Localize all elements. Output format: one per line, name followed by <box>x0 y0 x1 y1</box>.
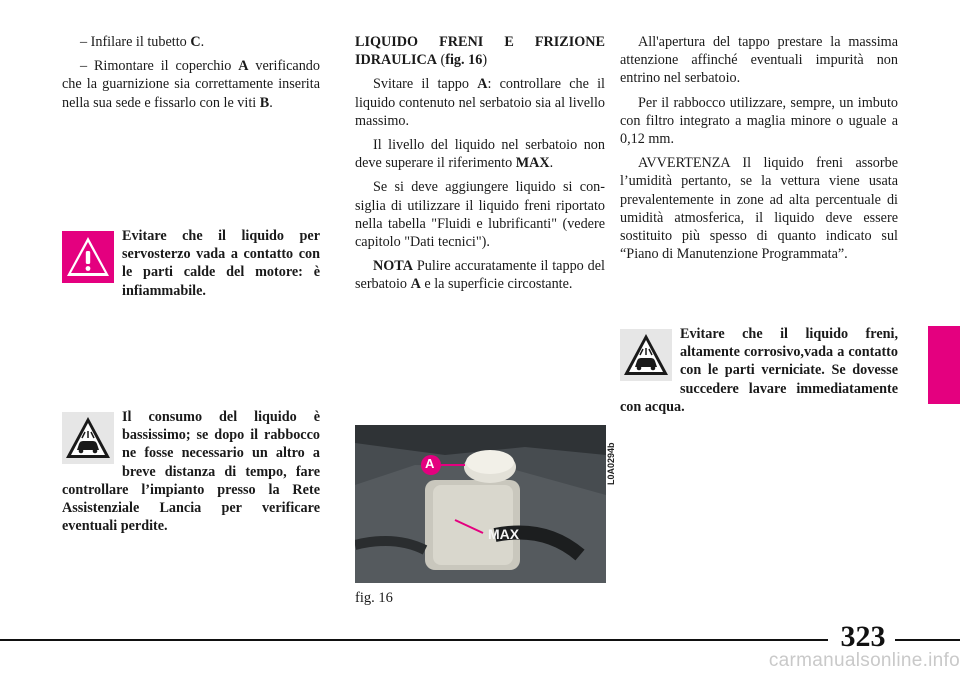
warning-text: Evitare che il liquido freni, altamente corrosivo,vada a contatto con le parti verniciate. Se dovesse succedere lavare immediatamente con acqua. <box>620 326 898 415</box>
label-max: MAX <box>488 526 520 542</box>
warning-text: Il consumo del liquido è bassissimo; se dopo il rabbocco ne fosse necessario un altro a breve distanza di tempo, fare controllare l’impianto presso la Rete Assistenziale Lancia per verificare eventuali perdite. <box>62 409 320 535</box>
warning-fluid-consumption <box>62 408 320 535</box>
warning-corrosive-fluid <box>620 325 898 416</box>
section-heading: LIQUIDO FRENI E FRIZIONE IDRAULICA (fig. 16) <box>355 34 605 69</box>
footer-rule-left <box>0 639 828 641</box>
figure-code: L0A0294b <box>606 442 616 485</box>
car-warning-icon <box>62 412 114 464</box>
column-right <box>620 33 898 269</box>
paragraph-opening: All'apertura del tappo prestare la massima attenzione affinché eventuali impurità non entrino nel serbatoio. <box>620 34 898 87</box>
danger-triangle-icon <box>62 231 114 283</box>
column-middle <box>355 33 605 300</box>
page-number: 323 <box>840 620 886 653</box>
paragraph-unscrew: Svitare il tappo A: controllare che il liquido contenuto nel serbatoio sia al livello massimo. <box>355 76 605 129</box>
paragraph-tube: – Infilare il tubetto C. <box>80 34 205 50</box>
engine-photo <box>355 425 606 583</box>
reservoir-illustration <box>355 425 606 583</box>
section-tab-marker <box>928 326 960 404</box>
paragraph-cover: – Rimontare il coperchio A verificando che la guarnizione sia correttamente inserita nella sua sede e fissarlo con le viti B. <box>62 58 320 111</box>
paragraph-avvertenza: AVVERTENZA Il liquido freni assorbe l’umidità pertanto, se la vettura viene usata prevalentemente in zone ad alta percentuale di umidità atmosferica, il liquido deve essere sostituito più spesso di quanto indicato sul “Piano di Manutenzione Programmata”. <box>620 155 898 263</box>
paragraph-topup: Se si deve aggiungere liquido si consiglia di utilizzare il liquido freni riportato nella tabella "Fluidi e lubrificanti" (vedere capitolo "Dati tecnici"). <box>355 179 605 251</box>
paragraph-level: Il livello del liquido nel serbatoio non deve superare il riferimento MAX. <box>355 137 605 172</box>
label-a: A <box>425 456 435 471</box>
car-warning-icon <box>620 329 672 381</box>
paragraph-funnel: Per il rabbocco utilizzare, sempre, un imbuto con filtro integrato a maglia minore o uguale a 0,12 mm. <box>620 94 898 148</box>
footer-rule-right <box>895 639 960 641</box>
paragraph-note: NOTA Pulire accuratamente il tappo del serbatoio A e la superficie circostante. <box>355 258 605 293</box>
warning-text: Evitare che il liquido per servosterzo vada a contatto con le parti calde del motore: è infiammabile. <box>122 228 320 299</box>
column-left <box>62 33 320 118</box>
figure-caption: fig. 16 <box>355 590 393 606</box>
watermark: carmanualsonline.info <box>768 650 960 671</box>
warning-steering-fluid <box>62 227 320 300</box>
